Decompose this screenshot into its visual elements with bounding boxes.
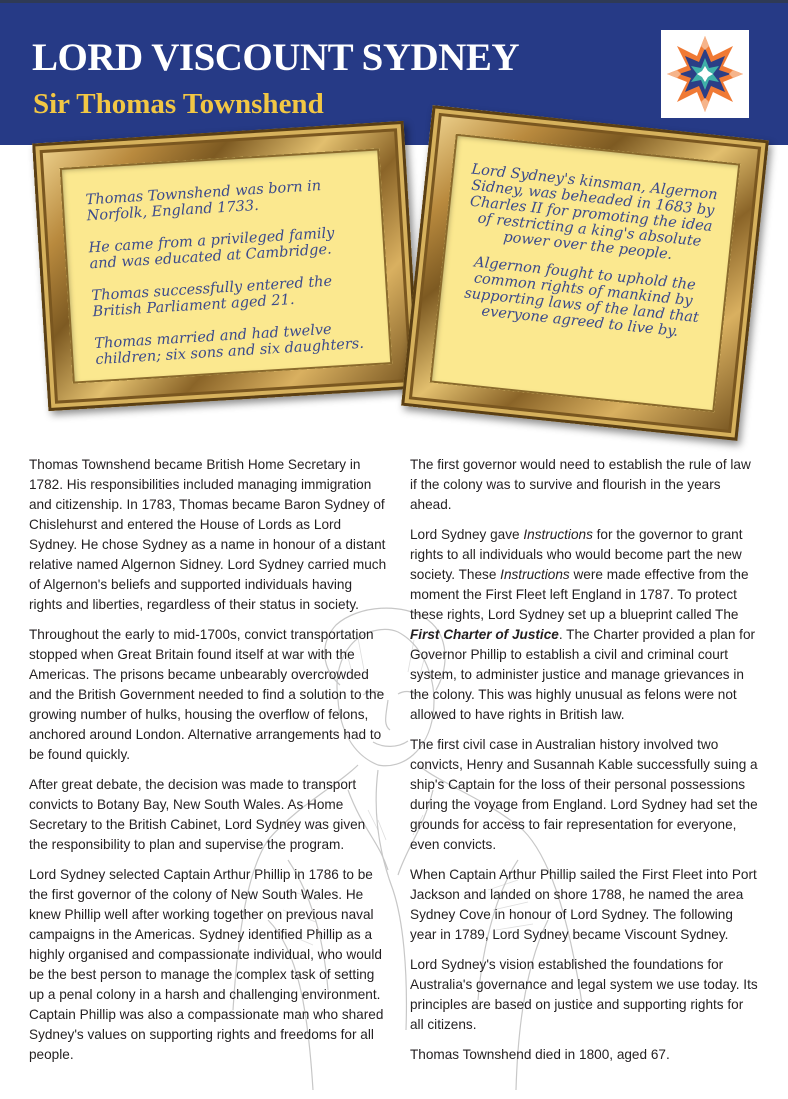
text-run: Lord Sydney gave [410,527,524,542]
body-paragraph: When Captain Arthur Phillip sailed the First Fleet into Port Jackson and landed on shore 1788, he named the area Sydney Cove in honour of Lord Sydney. The following year in 1789, Lord Sydney became Viscount Sydney. [410,867,757,942]
page-subtitle: Sir Thomas Townshend [33,88,324,120]
gold-frame-algernon [401,105,769,441]
frame-text: He came from a privileged family and was educated at Cambridge. [88,225,335,273]
body-paragraph: Lord Sydney's vision established the foundations for Australia's governance and legal system we use today. Its principles are based on justice and supporting rights for all citizens. [410,957,758,1032]
right-text-column [410,455,760,1075]
frame-text: Thomas married and had twelve children; six sons and six daughters. [94,321,365,369]
frame-parchment [430,134,741,413]
italic-term-instructions: Instructions [523,527,593,542]
text-run: were made effective from the moment the First Fleet left England in 1787. To protect these rights, Lord Sydney set up a blueprint called The [410,567,749,622]
body-paragraph: The first governor would need to establish the rule of law if the colony was to survive and flourish in the years ahead. [410,457,751,512]
left-text-column [29,455,387,1075]
body-paragraph: Thomas Townshend died in 1800, aged 67. [410,1047,670,1062]
frame-text: Thomas Townshend was born in Norfolk, England 1733. [85,178,322,225]
frame-parchment [60,148,393,383]
body-paragraph: Throughout the early to mid-1700s, convict transportation stopped when Great Britain found itself at war with the Americas. The prisons became unbearably overcrowded and the British Government needed to find a solution to the growing number of hulks, housing the overflow of felons, anchored around London. Alternative arrangements had to be found quickly. [29,627,385,762]
body-paragraph: The first civil case in Australian history involved two convicts, Henry and Susannah Kable successfully suing a ship's Captain for the loss of their personal possessions during the voyage from England. Lord Sydney had set the grounds for access to fair representation for everyone, even convicts. [410,737,758,852]
frame-text: Algernon fought to uphold the common rights of mankind by supporting laws of the land that everyone agreed to live by. [463,254,700,341]
frame-text: Thomas successfully entered the British Parliament aged 21. [91,273,333,321]
text-run: . The Charter provided a plan for Governor Phillip to establish a civil and criminal court system, to administer justice and manage grievances in the colony. This was highly unusual as felons were not allowed to have rights in British law. [410,627,756,722]
bold-term-charter: First Charter of Justice [410,627,559,642]
body-paragraph [410,525,760,725]
body-paragraph: Thomas Townshend became British Home Secretary in 1782. His responsibilities included managing immigration and citizenship. In 1783, Thomas became Baron Sydney of Chislehurst and entered the House of Lords as Lord Sydney. He chose Sydney as a name in honour of a distant relative named Algernon Sidney. Lord Sydney carried much of Algernon's beliefs and supported individuals having rights and liberties, regardless of their status in society. [29,457,387,612]
text-run: for the governor to grant rights to all individuals who would become part the new society. These [410,527,743,582]
italic-term-instructions: Instructions [500,567,570,582]
body-paragraph: After great debate, the decision was made to transport convicts to Botany Bay, New South Wales. As Home Secretary to the British Cabinet, Lord Sydney was given the responsibility to plan and supervise the program. [29,777,366,852]
frame-text: Lord Sydney's kinsman, Algernon Sidney, was beheaded in 1683 by Charles II for promoting the idea of restricting a king's absolute power over the people. [469,161,719,263]
gold-frame-townshend [32,121,420,411]
body-paragraph: Lord Sydney selected Captain Arthur Phillip in 1786 to be the first governor of the colony of New South Wales. He knew Phillip well after working together on previous naval campaigns in the Americas. Sydney identified Phillip as a highly organised and compassionate individual, who would be the best person to manage the complex task of setting up a penal colony in a harsh and challenging environment. Captain Phillip was also a compassionate man who shared Sydney's values on supporting rights and freedoms for all people. [29,867,384,1062]
star-logo-icon [661,30,749,118]
page-title: LORD VISCOUNT SYDNEY [32,36,520,79]
